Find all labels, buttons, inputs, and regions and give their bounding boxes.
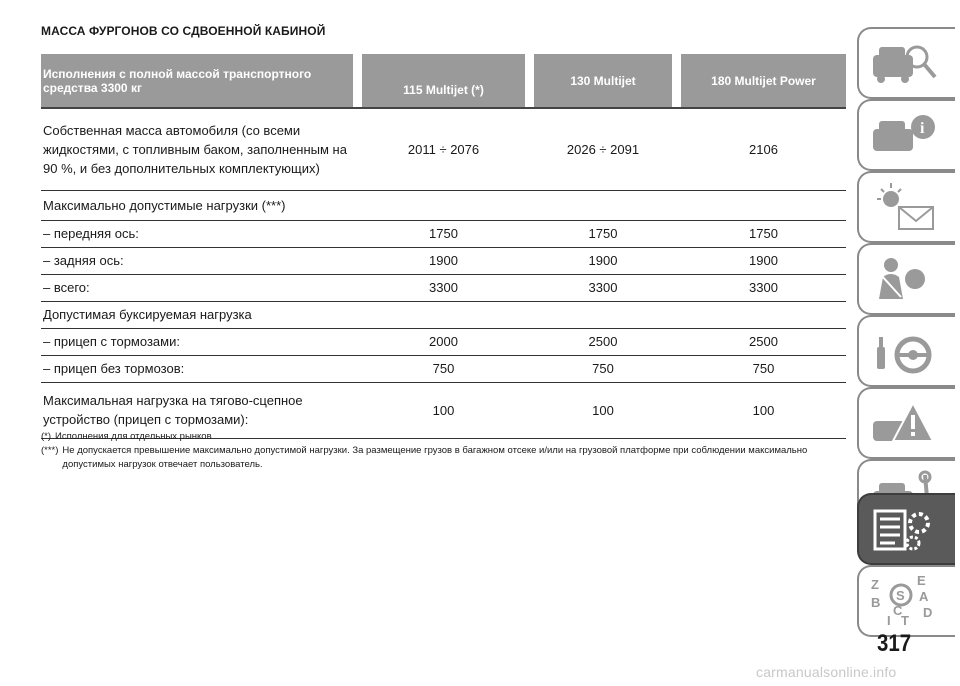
gap-cell	[353, 301, 362, 328]
car-warning-icon	[869, 397, 939, 453]
gap-cell	[672, 190, 681, 220]
gap-cell	[525, 190, 534, 220]
value-130-multijet: 750	[592, 361, 614, 376]
svg-text:T: T	[901, 613, 909, 628]
gap-cell	[525, 355, 534, 382]
footnote-text: Исполнения для отдельных рынков	[55, 431, 212, 442]
gap-cell	[672, 274, 681, 301]
svg-text:B: B	[871, 595, 881, 610]
value-130-multijet: 1900	[588, 253, 618, 268]
gap-cell	[525, 220, 534, 247]
tab-alphabetical-index[interactable]	[857, 565, 955, 637]
value-180-multijet-power: 2106	[749, 141, 778, 157]
svg-text:S: S	[896, 588, 905, 603]
value-115-multijet: 100	[432, 402, 455, 418]
table-row	[41, 190, 846, 220]
value-180-multijet-power: 1750	[749, 226, 778, 241]
page-number: 317	[877, 630, 912, 657]
tab-car-info[interactable]	[857, 99, 955, 171]
gap-cell	[525, 328, 534, 355]
row-label: – прицеп без тормозов:	[43, 361, 185, 376]
airbag-safety-icon	[869, 253, 939, 309]
tab-warning-lights[interactable]	[857, 171, 955, 243]
value-180-multijet-power: 2500	[749, 334, 778, 349]
header-130-multijet: 130 Multijet	[534, 54, 672, 108]
footnote	[41, 430, 841, 444]
value-130-multijet	[534, 190, 672, 220]
footnote-text: Не допускается превышение максимально допустимой нагрузки. За размещение грузов в багажном отсеке и/или на грузовой платформе при соблюдении максимально допустимых нагрузок отвечает пользователь.	[62, 445, 808, 470]
warning-lights-icon	[869, 181, 939, 237]
gap-cell	[353, 328, 362, 355]
table-row	[41, 274, 846, 301]
gap-cell	[672, 355, 681, 382]
row-label: Собственная масса автомобиля (со всеми жидкостями, с топливным баком, заполненным на 90 %, и без дополнительных комплектующих)	[43, 122, 347, 176]
value-115-multijet: 3300	[429, 280, 458, 295]
alphabetical-index-icon	[869, 575, 939, 631]
table-row	[41, 108, 846, 190]
specs-settings-icon	[869, 503, 939, 559]
value-180-multijet-power	[681, 190, 846, 220]
table-row	[41, 220, 846, 247]
gap-cell	[525, 301, 534, 328]
car-search-icon	[869, 37, 939, 93]
value-180-multijet-power: 1900	[749, 253, 778, 268]
table-header-row	[41, 54, 846, 108]
gap-cell	[353, 220, 362, 247]
row-label: Максимальная нагрузка на тягово-сцепное устройство (прицеп с тормозами):	[43, 393, 303, 427]
value-130-multijet: 2500	[588, 334, 618, 349]
svg-text:C: C	[893, 603, 903, 618]
value-115-multijet: 1750	[429, 226, 458, 241]
tab-steering-wheel[interactable]	[857, 315, 955, 387]
tab-specs-settings[interactable]	[857, 493, 955, 565]
row-label: – прицеп с тормозами:	[43, 334, 180, 349]
header-180-multijet-power: 180 Multijet Power	[681, 54, 846, 108]
value-180-multijet-power: 750	[752, 361, 775, 376]
value-180-multijet-power: 3300	[749, 280, 778, 295]
value-115-multijet: 2000	[429, 334, 458, 349]
svg-text:i: i	[920, 120, 925, 137]
svg-text:Z: Z	[871, 577, 879, 592]
value-180-multijet-power: 100	[752, 402, 775, 418]
gap-cell	[672, 301, 681, 328]
gap-cell	[353, 355, 362, 382]
gap-cell	[672, 220, 681, 247]
row-label: – передняя ось:	[43, 226, 139, 241]
value-180-multijet-power	[681, 301, 846, 328]
value-115-multijet: 750	[432, 361, 455, 376]
gap-cell	[353, 274, 362, 301]
svg-text:A: A	[919, 589, 929, 604]
value-130-multijet	[534, 301, 672, 328]
row-label: – всего:	[43, 280, 90, 295]
gap-cell	[353, 108, 362, 190]
svg-text:E: E	[917, 575, 926, 588]
row-label: – задняя ось:	[43, 253, 124, 268]
steering-wheel-icon	[869, 325, 939, 381]
value-130-multijet: 100	[592, 402, 614, 418]
gap-cell	[353, 190, 362, 220]
svg-text:I: I	[887, 613, 891, 628]
footnote-mark: (*)	[41, 431, 52, 442]
gap-cell	[353, 247, 362, 274]
row-label: Допустимая буксируемая нагрузка	[43, 307, 252, 322]
gap-cell	[672, 247, 681, 274]
table-row	[41, 355, 846, 382]
value-130-multijet: 3300	[588, 280, 618, 295]
value-115-multijet	[362, 190, 525, 220]
table-row	[41, 328, 846, 355]
value-115-multijet: 2011 ÷ 2076	[407, 141, 480, 157]
footnote-mark: (***)	[41, 445, 59, 456]
header-115-multijet: 115 Multijet (*)	[362, 54, 525, 108]
row-label: Максимально допустимые нагрузки (***)	[43, 197, 286, 213]
page-title: МАССА ФУРГОНОВ СО СДВОЕННОЙ КАБИНОЙ	[41, 24, 326, 38]
footnote	[41, 444, 841, 472]
tab-airbag-safety[interactable]	[857, 243, 955, 315]
svg-text:D: D	[923, 605, 933, 620]
value-115-multijet	[362, 301, 525, 328]
table-row	[41, 247, 846, 274]
gap-cell	[525, 274, 534, 301]
gap-cell	[672, 328, 681, 355]
footnotes	[41, 430, 841, 472]
gap-cell	[525, 247, 534, 274]
gap-cell	[525, 108, 534, 190]
header-version: Исполнения с полной массой транспортного средства 3300 кг	[41, 54, 353, 108]
tab-car-warning[interactable]	[857, 387, 955, 459]
car-info-icon	[869, 109, 939, 165]
table-row	[41, 301, 846, 328]
value-115-multijet: 1900	[429, 253, 458, 268]
tab-car-search[interactable]	[857, 27, 955, 99]
weights-table	[41, 54, 846, 439]
gap-cell	[672, 108, 681, 190]
value-130-multijet: 2026 ÷ 2091	[566, 141, 640, 157]
watermark: carmanualsonline.info	[756, 664, 897, 680]
value-130-multijet: 1750	[588, 226, 618, 241]
